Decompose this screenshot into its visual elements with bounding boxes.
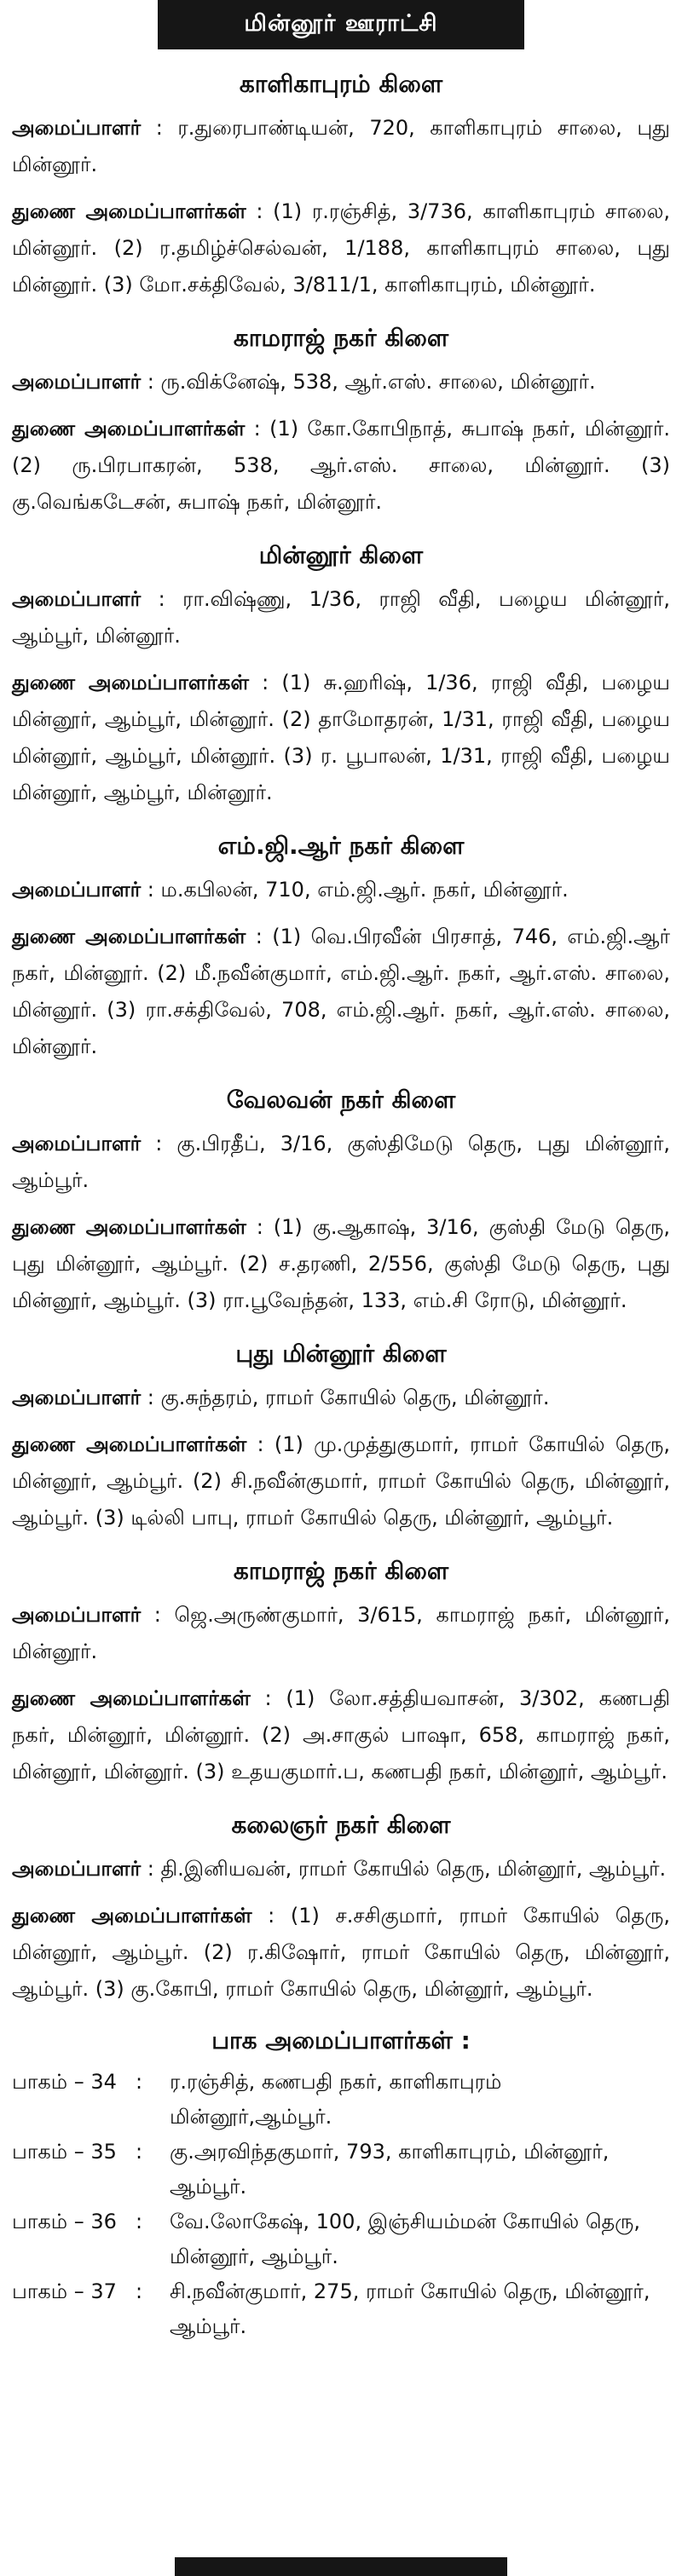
ward-organizer: ர.ரஞ்சித், கணபதி நகர், காளிகாபுரம் மின்னூர்,ஆம்பூர். [170,2070,502,2129]
branch-section [12,541,670,811]
co-organizers-label: துணை அமைப்பாளர்கள் [12,925,246,948]
organizer-label: அமைப்பாளர் [12,1132,142,1155]
organizer-value: கு.பிரதீப், 3/16, குஸ்திமேடு தெரு, புது மின்னூர், ஆம்பூர். [12,1132,671,1192]
organizer-line: அமைப்பாளர் : ர.துரைபாண்டியன், 720, காளிகாபுரம் சாலை, புது மின்னூர். [12,116,670,176]
branches-list [12,70,670,2008]
co-organizers-label: துணை அமைப்பாளர்கள் [12,671,250,694]
organizer-value: ரு.விக்னேஷ், 538, ஆர்.எஸ். சாலை, மின்னூர். [160,370,596,394]
organizer-line: அமைப்பாளர் : ரு.விக்னேஷ், 538, ஆர்.எஸ். சாலை, மின்னூர். [12,370,596,394]
organizer-value: தி.இனியவன், ராமர் கோயில் தெரு, மின்னூர், ஆம்பூர். [160,1857,667,1881]
organizer-label: அமைப்பாளர் [12,116,142,140]
organizer-value: ர.துரைபாண்டியன், 720, காளிகாபுரம் சாலை, புது மின்னூர். [12,116,670,176]
organizer-label: அமைப்பாளர் [12,587,142,611]
organizer-label: அமைப்பாளர் [12,1386,142,1409]
co-organizers-value: (1) ர.ரஞ்சித், 3/736, காளிகாபுரம் சாலை, மின்னூர். (2) ர.தமிழ்ச்செல்வன், 1/188, காளிகாபுரம் சாலை, புது மின்னூர். (3) மோ.சக்திவேல், 3/811/1, காளிகாபுரம், மின்னூர். [12,199,671,297]
ward-number: பாகம் – 37 [12,2279,117,2303]
ward-section-title: பாக அமைப்பாளர்கள் : [211,2026,471,2054]
branch-title: மின்னூர் கிளை [258,541,424,569]
co-organizers-line: துணை அமைப்பாளர்கள் : (1) லோ.சத்தியவாசன், 3/302, கணபதி நகர், மின்னூர், மின்னூர். (2) அ.சாகுல் பாஷா, 658, காமராஜ் நகர், மின்னூர், மின்னூர். (3) உதயகுமார்.ப, கணபதி நகர், மின்னூர், ஆம்பூர். [12,1686,670,1784]
ward-row [12,2274,670,2344]
co-organizers-label: துணை அமைப்பாளர்கள் [12,1904,252,1928]
organizer-line: அமைப்பாளர் : ஜெ.அருண்குமார், 3/615, காமராஜ் நகர், மின்னூர், மின்னூர். [12,1603,670,1663]
ward-separator: : [136,2210,143,2233]
branch-title: கலைஞர் நகர் கிளை [231,1811,451,1839]
co-organizers-label: துணை அமைப்பாளர்கள் [12,199,246,223]
organizer-label: அமைப்பாளர் [12,1603,142,1627]
branch-title: எம்.ஜி.ஆர் நகர் கிளை [217,832,465,860]
branch-section [12,1557,670,1790]
ward-row [12,2135,670,2204]
organizer-line: அமைப்பாளர் : கு.சுந்தரம், ராமர் கோயில் தெரு, மின்னூர். [12,1386,550,1409]
branch-section [12,1086,670,1319]
co-organizers-line: துணை அமைப்பாளர்கள் : (1) ர.ரஞ்சித், 3/736, காளிகாபுரம் சாலை, மின்னூர். (2) ர.தமிழ்ச்செல்வன், 1/188, காளிகாபுரம் சாலை, புது மின்னூர். (3) மோ.சக்திவேல், 3/811/1, காளிகாபுரம், மின்னூர். [12,199,671,297]
ward-list [12,2065,670,2344]
organizer-label: அமைப்பாளர் [12,370,142,394]
co-organizers-value: (1) ச.சசிகுமார், ராமர் கோயில் தெரு, மின்னூர், ஆம்பூர். (2) ர.கிஷோர், ராமர் கோயில் தெரு, மின்னூர், ஆம்பூர். (3) கு.கோபி, ராமர் கோயில் தெரு, மின்னூர், ஆம்பூர். [12,1904,670,2001]
organizer-line: அமைப்பாளர் : தி.இனியவன், ராமர் கோயில் தெரு, மின்னூர், ஆம்பூர். [12,1857,667,1881]
organizer-line: அமைப்பாளர் : ம.கபிலன், 710, எம்.ஜி.ஆர். நகர், மின்னூர். [12,878,569,902]
branch-title: காமராஜ் நகர் கிளை [233,324,449,352]
ward-separator: : [136,2070,143,2094]
organizer-value: ரா.விஷ்ணு, 1/36, ராஜி வீதி, பழைய மின்னூர், ஆம்பூர், மின்னூர். [12,587,671,648]
branch-title: புது மின்னூர் கிளை [235,1340,447,1368]
co-organizers-line: துணை அமைப்பாளர்கள் : (1) கு.ஆகாஷ், 3/16, குஸ்தி மேடு தெரு, புது மின்னூர், ஆம்பூர். (2) ச.தரணி, 2/556, குஸ்தி மேடு தெரு, புது மின்னூர், ஆம்பூர். (3) ரா.பூவேந்தன், 133, எம்.சி ரோடு, மின்னூர். [12,1215,670,1312]
co-organizers-value: (1) கோ.கோபிநாத், சுபாஷ் நகர், மின்னூர். (2) ரு.பிரபாகரன், 538, ஆர்.எஸ். சாலை, மின்னூர். (3) கு.வெங்கடேசன், சுபாஷ் நகர், மின்னூர். [12,417,671,514]
branch-section [12,1340,670,1536]
co-organizers-value: (1) கு.ஆகாஷ், 3/16, குஸ்தி மேடு தெரு, புது மின்னூர், ஆம்பூர். (2) ச.தரணி, 2/556, குஸ்தி மேடு தெரு, புது மின்னூர், ஆம்பூர். (3) ரா.பூவேந்தன், 133, எம்.சி ரோடு, மின்னூர். [12,1215,670,1312]
co-organizers-label: துணை அமைப்பாளர்கள் [12,1432,247,1456]
co-organizers-line: துணை அமைப்பாளர்கள் : (1) வெ.பிரவீன் பிரசாத், 746, எம்.ஜி.ஆர் நகர், மின்னூர். (2) மீ.நவீன்குமார், எம்.ஜி.ஆர். நகர், ஆர்.எஸ். சாலை, மின்னூர். (3) ரா.சக்திவேல், 708, எம்.ஜி.ஆர். நகர், ஆர்.எஸ். சாலை, மின்னூர். [12,925,670,1058]
ward-separator: : [136,2279,143,2303]
ward-organizer: சி.நவீன்குமார், 275, ராமர் கோயில் தெரு, மின்னூர், ஆம்பூர். [170,2279,650,2338]
organizer-value: ஜெ.அருண்குமார், 3/615, காமராஜ் நகர், மின்னூர், மின்னூர். [12,1603,670,1663]
ward-number: பாகம் – 34 [12,2070,117,2094]
co-organizers-value: (1) லோ.சத்தியவாசன், 3/302, கணபதி நகர், மின்னூர், மின்னூர். (2) அ.சாகுல் பாஷா, 658, காமராஜ் நகர், மின்னூர், மின்னூர். (3) உதயகுமார்.ப, கணபதி நகர், மின்னூர், ஆம்பூர். [12,1686,670,1784]
co-organizers-line: துணை அமைப்பாளர்கள் : (1) ச.சசிகுமார், ராமர் கோயில் தெரு, மின்னூர், ஆம்பூர். (2) ர.கிஷோர், ராமர் கோயில் தெரு, மின்னூர், ஆம்பூர். (3) கு.கோபி, ராமர் கோயில் தெரு, மின்னூர், ஆம்பூர். [12,1904,670,2001]
co-organizers-label: துணை அமைப்பாளர்கள் [12,1215,246,1239]
organizer-label: அமைப்பாளர் [12,1857,142,1881]
branch-section [12,1811,670,2008]
co-organizers-line: துணை அமைப்பாளர்கள் : (1) கோ.கோபிநாத், சுபாஷ் நகர், மின்னூர். (2) ரு.பிரபாகரன், 538, ஆர்.எஸ். சாலை, மின்னூர். (3) கு.வெங்கடேசன், சுபாஷ் நகர், மின்னூர். [12,417,671,514]
panchayat-title: மின்னூர் ஊராட்சி [158,0,524,49]
ward-row [12,2065,670,2135]
organizer-label: அமைப்பாளர் [12,878,142,902]
co-organizers-value: (1) சு.ஹரிஷ், 1/36, ராஜி வீதி, பழைய மின்னூர், ஆம்பூர், மின்னூர். (2) தாமோதரன், 1/31, ராஜி வீதி, பழைய மின்னூர், ஆம்பூர், மின்னூர். (3) ர. பூபாலன், 1/31, ராஜி வீதி, பழைய மின்னூர், ஆம்பூர், மின்னூர். [12,671,671,804]
branch-section [12,832,670,1065]
co-organizers-label: துணை அமைப்பாளர்கள் [12,1686,251,1710]
ward-row [12,2204,670,2274]
co-organizers-line: துணை அமைப்பாளர்கள் : (1) சு.ஹரிஷ், 1/36, ராஜி வீதி, பழைய மின்னூர், ஆம்பூர், மின்னூர். (2) தாமோதரன், 1/31, ராஜி வீதி, பழைய மின்னூர், ஆம்பூர், மின்னூர். (3) ர. பூபாலன், 1/31, ராஜி வீதி, பழைய மின்னூர், ஆம்பூர், மின்னூர். [12,671,671,804]
branch-title: வேலவன் நகர் கிளை [226,1086,456,1114]
co-organizers-line: துணை அமைப்பாளர்கள் : (1) மு.முத்துகுமார், ராமர் கோயில் தெரு, மின்னூர், ஆம்பூர். (2) சி.நவீன்குமார், ராமர் கோயில் தெரு, மின்னூர், ஆம்பூர். (3) டில்லி பாபு, ராமர் கோயில் தெரு, மின்னூர், ஆம்பூர். [12,1432,671,1530]
ward-number: பாகம் – 36 [12,2210,117,2233]
organizer-value: கு.சுந்தரம், ராமர் கோயில் தெரு, மின்னூர். [160,1386,550,1409]
branch-title: காளிகாபுரம் கிளை [239,70,443,98]
co-organizers-value: (1) மு.முத்துகுமார், ராமர் கோயில் தெரு, மின்னூர், ஆம்பூர். (2) சி.நவீன்குமார், ராமர் கோயில் தெரு, மின்னூர், ஆம்பூர். (3) டில்லி பாபு, ராமர் கோயில் தெரு, மின்னூர், ஆம்பூர். [12,1432,671,1530]
co-organizers-label: துணை அமைப்பாளர்கள் [12,417,246,441]
organizer-value: ம.கபிலன், 710, எம்.ஜி.ஆர். நகர், மின்னூர். [160,878,569,902]
ward-organizer: கு.அரவிந்தகுமார், 793, காளிகாபுரம், மின்னூர், ஆம்பூர். [170,2140,610,2199]
ward-organizer: வே.லோகேஷ், 100, இஞ்சியம்மன் கோயில் தெரு, மின்னூர், ஆம்பூர். [170,2210,641,2268]
organizer-line: அமைப்பாளர் : ரா.விஷ்ணு, 1/36, ராஜி வீதி, பழைய மின்னூர், ஆம்பூர், மின்னூர். [12,587,671,648]
footer-band [175,2557,507,2576]
branch-section [12,70,670,303]
ward-separator: : [136,2140,143,2164]
branch-section [12,324,670,521]
branch-title: காமராஜ் நகர் கிளை [233,1557,449,1585]
ward-number: பாகம் – 35 [12,2140,117,2164]
organizer-line: அமைப்பாளர் : கு.பிரதீப், 3/16, குஸ்திமேடு தெரு, புது மின்னூர், ஆம்பூர். [12,1132,671,1192]
co-organizers-value: (1) வெ.பிரவீன் பிரசாத், 746, எம்.ஜி.ஆர் நகர், மின்னூர். (2) மீ.நவீன்குமார், எம்.ஜி.ஆர். நகர், ஆர்.எஸ். சாலை, மின்னூர். (3) ரா.சக்திவேல், 708, எம்.ஜி.ஆர். நகர், ஆர்.எஸ். சாலை, மின்னூர். [12,925,670,1058]
